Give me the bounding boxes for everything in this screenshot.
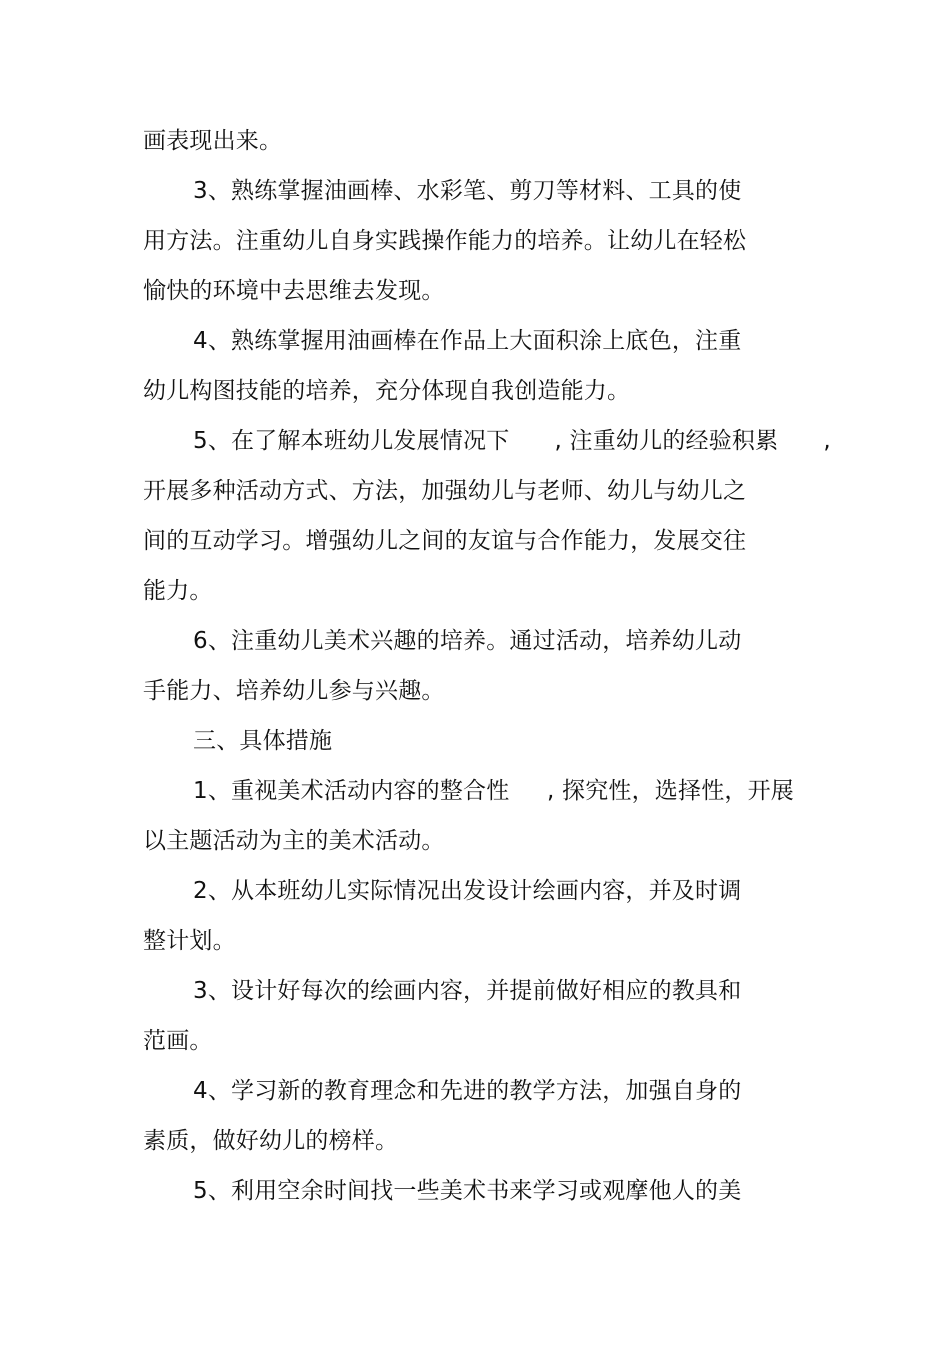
text-line: 2、从本班幼儿实际情况出发设计绘画内容，并及时调: [193, 878, 742, 904]
text-line: 5、在了解本班幼儿发展情况下 , 注重幼儿的经验积累 ,: [193, 428, 831, 454]
text-line: 以主题活动为主的美术活动。: [143, 828, 445, 854]
text-line: 开展多种活动方式、方法，加强幼儿与老师、幼儿与幼儿之: [143, 478, 747, 504]
text-line: 整计划。: [143, 928, 236, 954]
text-line: 能力。: [143, 578, 213, 604]
text-line: 3、熟练掌握油画棒、水彩笔、剪刀等材料、工具的使: [193, 178, 742, 204]
text-line: 4、熟练掌握用油画棒在作品上大面积涂上底色，注重: [193, 328, 742, 354]
text-line: 幼儿构图技能的培养，充分体现自我创造能力。: [143, 378, 631, 404]
text-line: 1、重视美术活动内容的整合性 , 探究性，选择性，开展: [193, 778, 795, 804]
text-line: 画表现出来。: [143, 128, 283, 154]
text-line: 素质，做好幼儿的榜样。: [143, 1128, 399, 1154]
text-line: 6、注重幼儿美术兴趣的培养。通过活动，培养幼儿动: [193, 628, 742, 654]
text-line: 愉快的环境中去思维去发现。: [143, 278, 445, 304]
text-line: 范画。: [143, 1028, 213, 1054]
text-line: 用方法。注重幼儿自身实践操作能力的培养。让幼儿在轻松: [143, 228, 747, 254]
text-line: 3、设计好每次的绘画内容，并提前做好相应的教具和: [193, 978, 742, 1004]
section-heading: 三、具体措施: [193, 728, 333, 754]
text-line: 5、利用空余时间找一些美术书来学习或观摩他人的美: [193, 1178, 742, 1204]
text-line: 4、学习新的教育理念和先进的教学方法，加强自身的: [193, 1078, 742, 1104]
text-line: 手能力、培养幼儿参与兴趣。: [143, 678, 445, 704]
text-line: 间的互动学习。增强幼儿之间的友谊与合作能力，发展交往: [143, 528, 747, 554]
